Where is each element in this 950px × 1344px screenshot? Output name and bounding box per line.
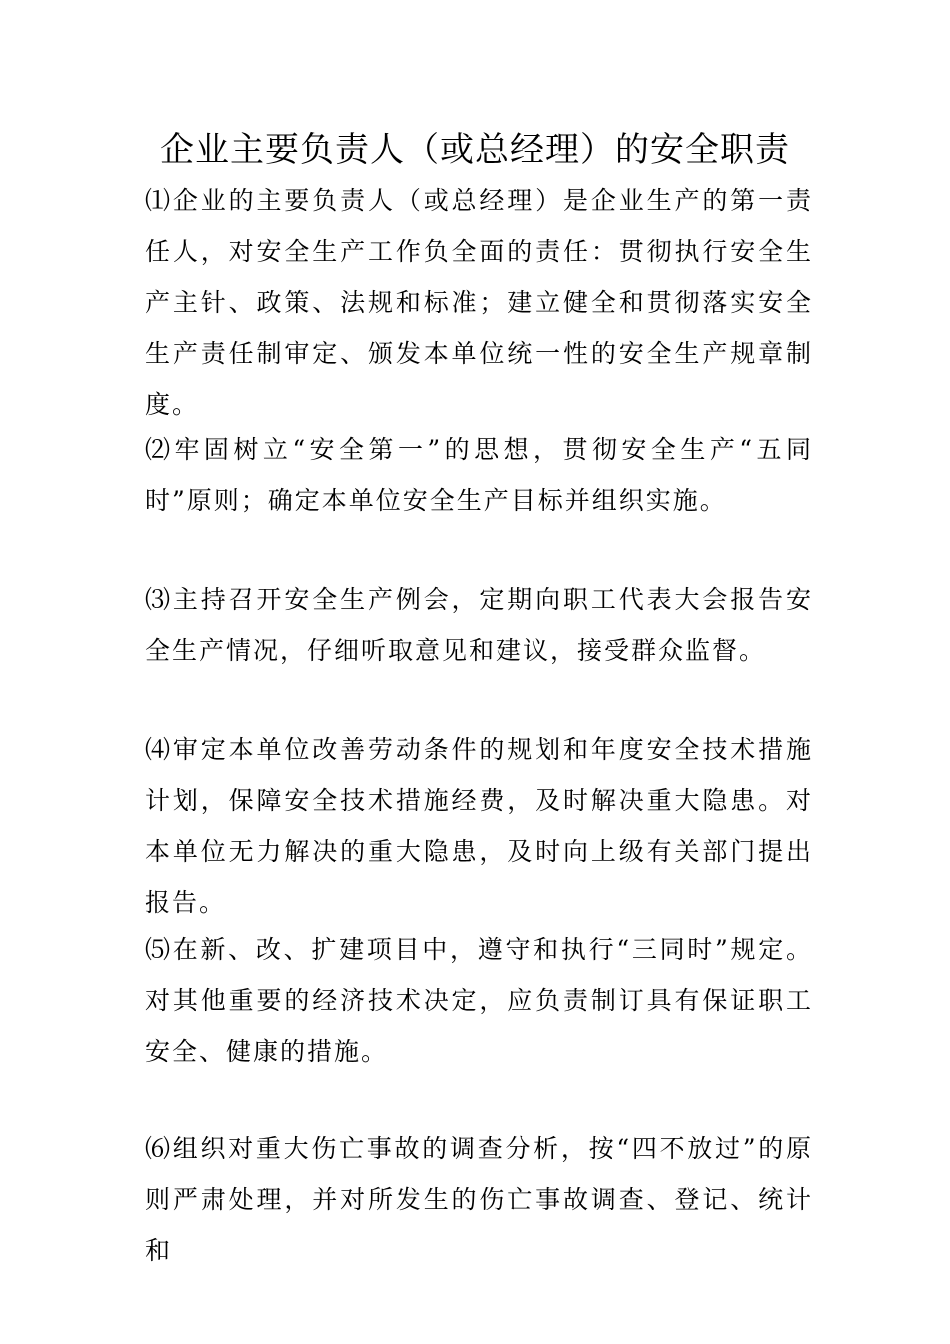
paragraph-5: ⑸在新、改、扩建项目中，遵守和执行“三同时”规定。对其他重要的经济技术决定，应负责制订具有保证职工安全、健康的措施。 <box>145 935 813 1066</box>
paragraph-1: ⑴企业的主要负责人（或总经理）是企业生产的第一责任人，对安全生产工作负全面的责任：贯彻执行安全生产主针、政策、法规和标准；建立健全和贯彻落实安全生产责任制审定、颁发本单位统一性的安全生产规章制度。 <box>145 186 813 419</box>
paragraph-3: ⑶主持召开安全生产例会，定期向职工代表大会报告安全生产情况，仔细听取意见和建议，接受群众监督。 <box>145 585 813 665</box>
paragraph-6: ⑹组织对重大伤亡事故的调查分析，按“四不放过”的原则严肃处理，并对所发生的伤亡事故调查、登记、统计和 <box>145 1134 813 1265</box>
paragraph-2: ⑵牢固树立“安全第一”的思想，贯彻安全生产“五同时”原则；确定本单位安全生产目标并组织实施。 <box>145 435 813 515</box>
document-title: 企业主要负责人（或总经理）的安全职责 <box>160 130 790 170</box>
paragraph-4: ⑷审定本单位改善劳动条件的规划和年度安全技术措施计划，保障安全技术措施经费，及时解决重大隐患。对本单位无力解决的重大隐患，及时向上级有关部门提出报告。 <box>145 735 813 917</box>
